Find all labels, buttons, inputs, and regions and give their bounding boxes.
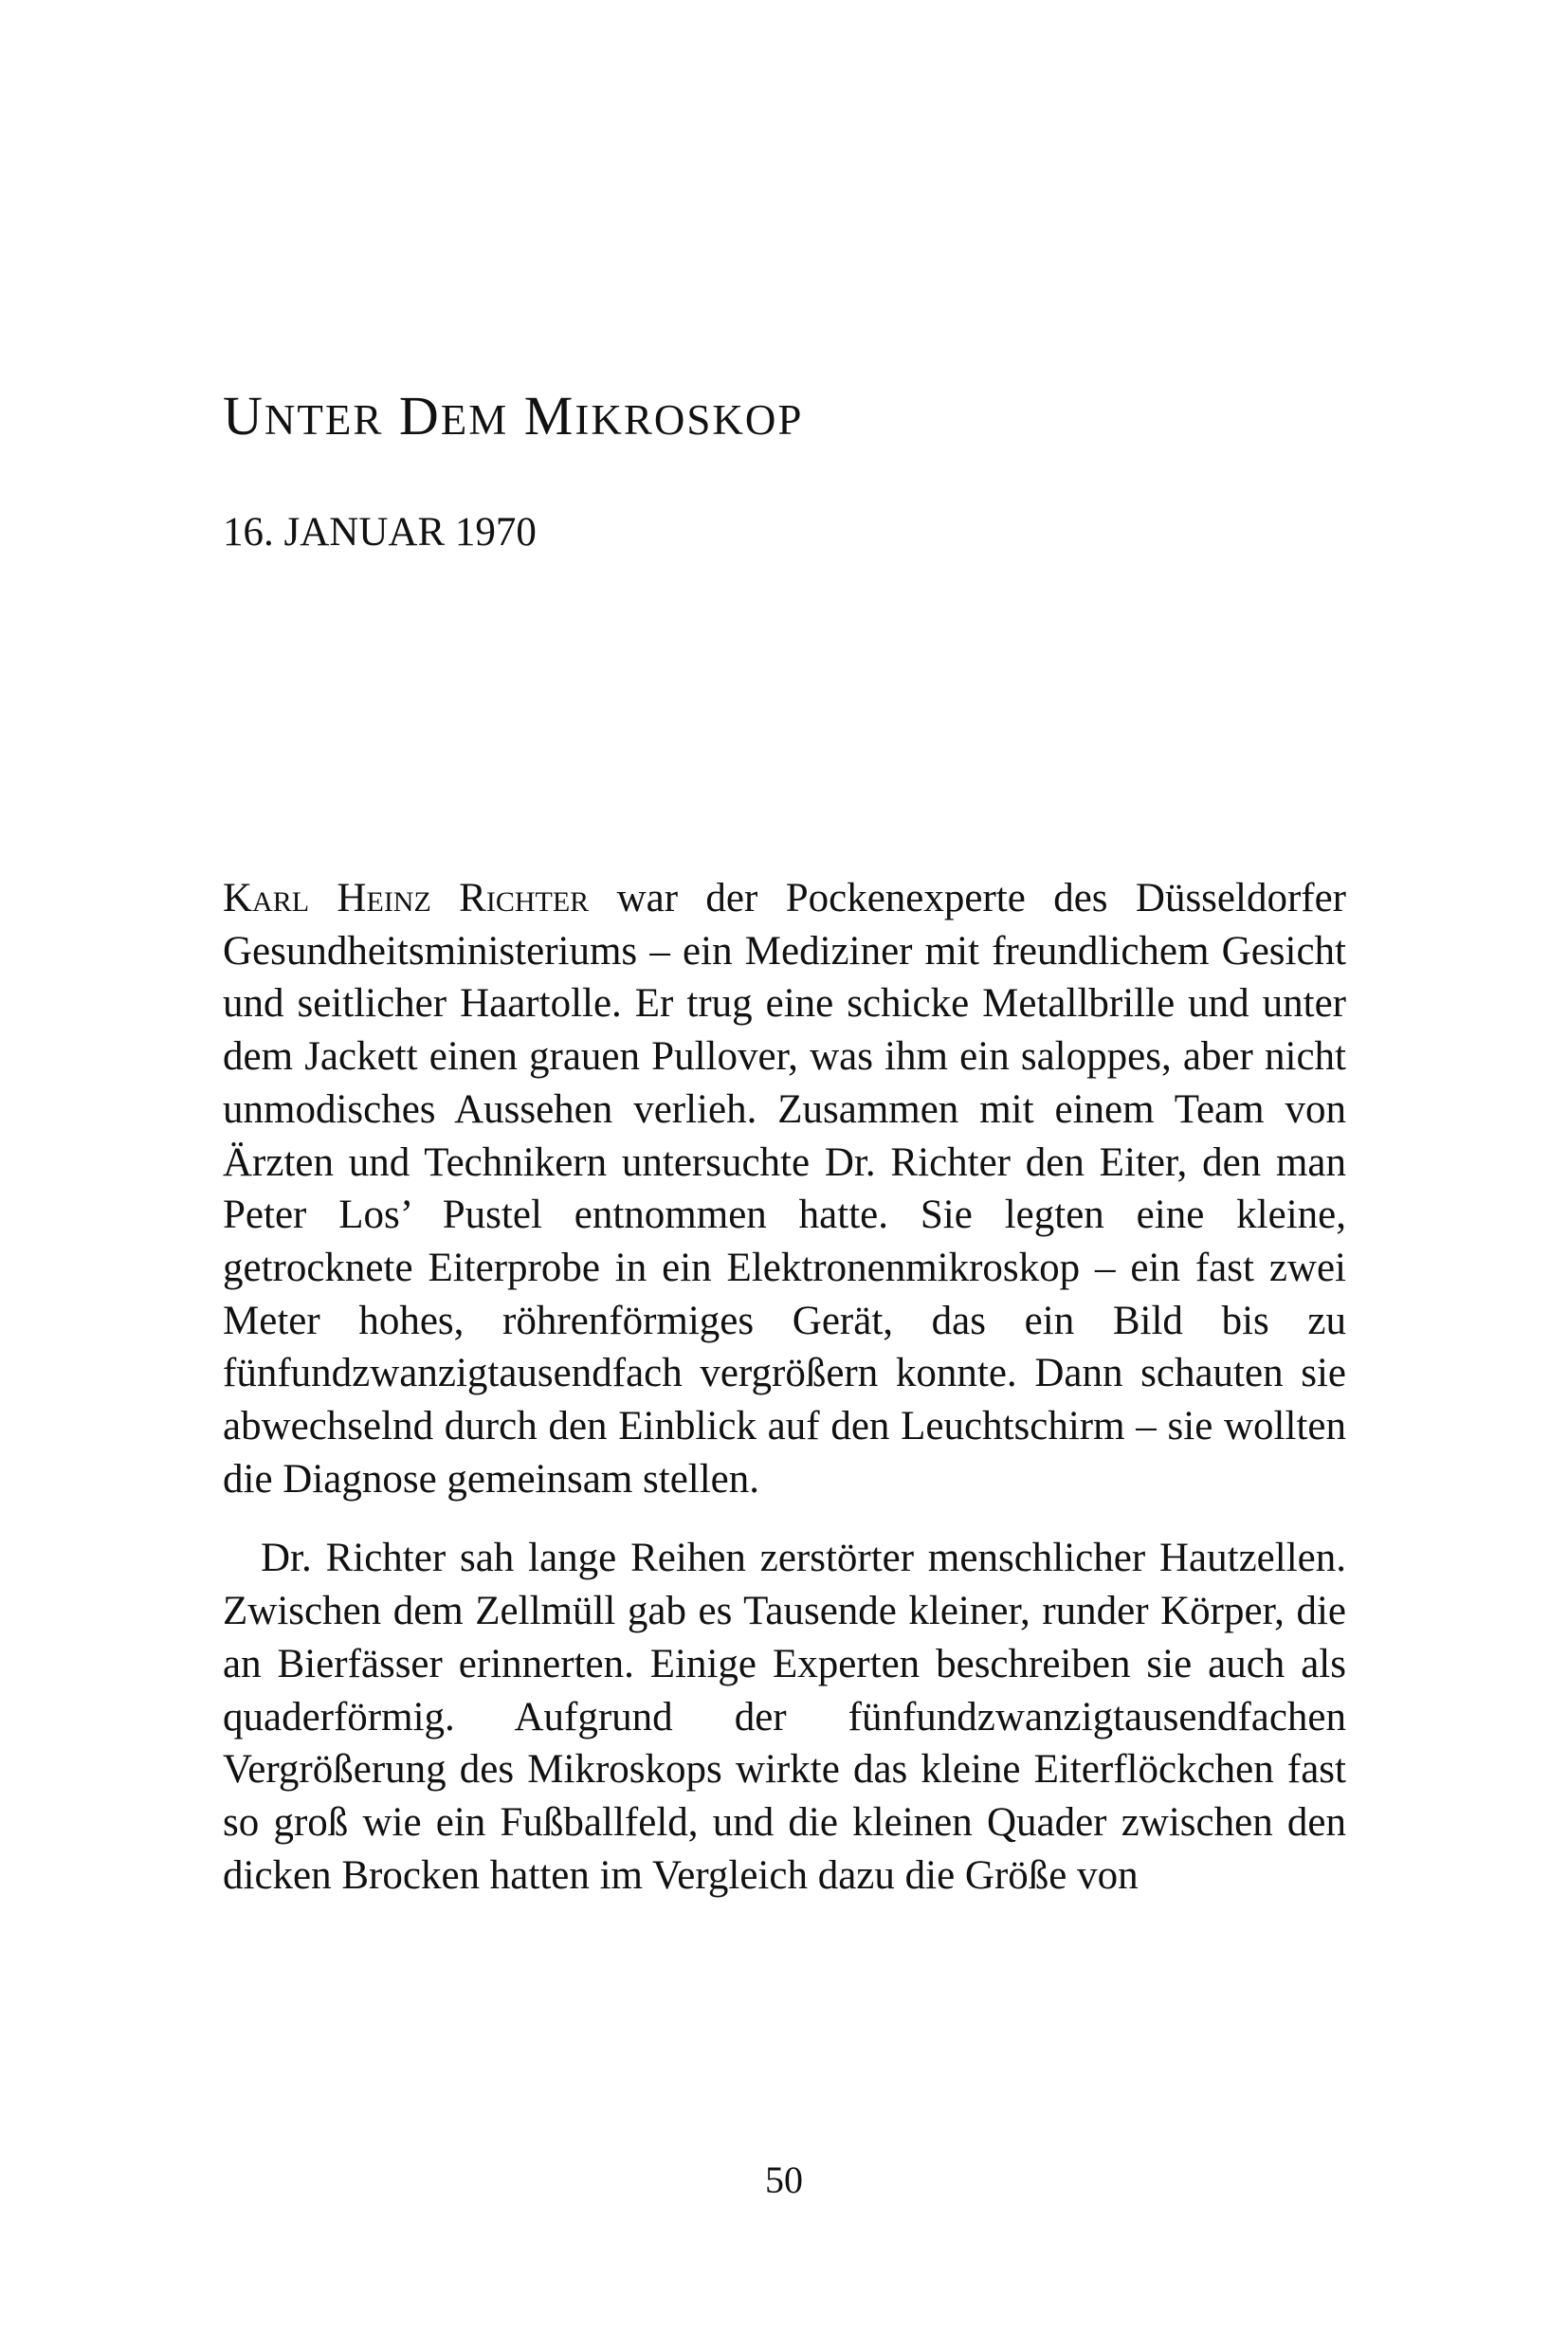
chapter-title-initial: M xyxy=(523,385,575,446)
chapter-date: 16. JANUAR 1970 xyxy=(223,510,537,555)
chapter-title-initial: U xyxy=(223,385,264,446)
chapter-title-word-rest: EM xyxy=(440,396,509,444)
chapter-title-word-rest: IKROSKOP xyxy=(574,396,804,444)
chapter-title-word-rest: NTER xyxy=(264,396,384,444)
paragraph: Dr. Richter sah lange Reihen zerstörter menschlicher Hautzellen. Zwischen dem Zellmüll gab es Tausende kleiner, runder Körper, die an Bierfässer erinnerten. Einige Experten beschreiben sie auch als quaderförmig. Aufgrund der fünfundzwanzigtausendfachen Vergrößerung des Mikroskops wirkte das kleine Eiterflöckchen fast so groß wie ein Fußballfeld, und die kleinen Quader zwischen den dicken Brocken hatten im Vergleich dazu die Größe von xyxy=(223,1536,1346,1898)
chapter-title xyxy=(223,385,804,446)
paragraph xyxy=(223,872,1346,1505)
paragraph-lead-name: Karl Heinz Richter xyxy=(223,876,590,920)
chapter-title-initial: D xyxy=(398,385,441,446)
body-text xyxy=(223,872,1346,1902)
paragraph-text: war der Pockenexperte des Düsseldorfer Gesundheitsministeriums – ein Mediziner mit freundlichem Gesicht und seitlicher Haartolle. Er trug eine schicke Metallbrille und unter dem Jackett einen grauen Pullover, was ihm ein saloppes, aber nicht unmodisches Aussehen verlieh. Zusammen mit einem Team von Ärzten und Technikern untersuchte Dr. Richter den Eiter, den man Peter Los’ Pustel entnommen hatte. Sie legten eine kleine, getrocknete Eiterprobe in ein Elektronenmikroskop – ein fast zwei Meter hohes, röhrenförmiges Gerät, das ein Bild bis zu fünfundzwanzigtausendfach vergrößern konnte. Dann schauten sie abwechselnd durch den Einblick auf den Leuchtschirm – sie wollten die Diagnose gemeinsam stellen. xyxy=(223,876,1346,1502)
page-number: 50 xyxy=(765,2159,803,2201)
